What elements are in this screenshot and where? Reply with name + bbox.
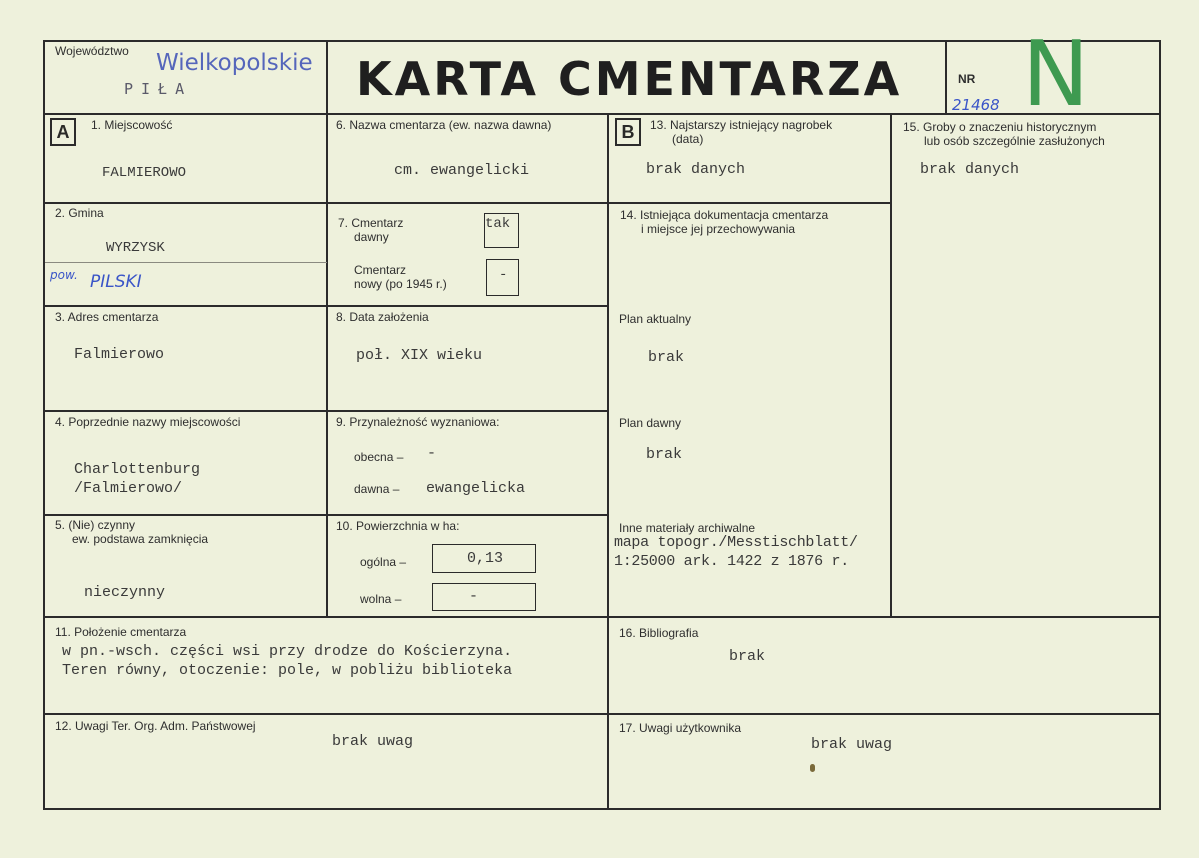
f4-value-line2: /Falmierowo/	[74, 480, 183, 497]
f14-plan-aktualny-label: Plan aktualny	[619, 312, 692, 326]
f8-value: poł. XIX wieku	[356, 347, 483, 364]
f9-obecna-label: obecna –	[354, 450, 404, 464]
f9-dawna-label: dawna –	[354, 482, 400, 496]
f15-label-line1: 15. Groby o znaczeniu historycznym	[903, 120, 1097, 134]
f7-label-nowy-1: Cmentarz	[354, 263, 407, 277]
col-line-2	[607, 113, 609, 810]
page-title: KARTA CMENTARZA	[356, 52, 903, 106]
frame-left	[43, 40, 45, 810]
f14-plan-dawny-value: brak	[646, 446, 683, 463]
header-divider-1	[326, 40, 328, 115]
f1-value: FALMIEROWO	[102, 165, 187, 181]
f10-ogolna-box	[432, 544, 536, 573]
f12-value: brak uwag	[332, 733, 414, 750]
frame-top	[43, 40, 1161, 42]
frame-right	[1159, 40, 1161, 810]
f14-label-line2: i miejsce jej przechowywania	[641, 222, 796, 236]
f14-inne-value-line2: 1:25000 ark. 1422 z 1876 r.	[614, 553, 849, 570]
f10-ogolna-value: 0,13	[467, 550, 504, 567]
section-b-letter: B	[615, 118, 641, 146]
f2-value: WYRZYSK	[106, 240, 165, 256]
f7-dawny-value: tak	[485, 216, 511, 232]
row-line-4	[43, 514, 609, 516]
f3-label: 3. Adres cmentarza	[55, 310, 159, 324]
row-line-3	[43, 410, 609, 412]
row-line-6	[43, 713, 1161, 715]
f15-value: brak danych	[920, 161, 1020, 178]
f4-value-line1: Charlottenburg	[74, 461, 201, 478]
f15-label-line2: lub osób szczególnie zasłużonych	[924, 134, 1105, 148]
gmina-divider	[45, 262, 327, 263]
f4-label: 4. Poprzednie nazwy miejscowości	[55, 415, 241, 429]
nr-handwritten: 21468	[952, 96, 1000, 114]
stamp-region: Wielkopolskie	[156, 50, 313, 76]
f2-label: 2. Gmina	[55, 206, 104, 220]
f5-label-line2: ew. podstawa zamknięcia	[72, 532, 209, 546]
f9-label: 9. Przynależność wyznaniowa:	[336, 415, 500, 429]
f11-label: 11. Położenie cmentarza	[55, 625, 187, 639]
section-a-letter: A	[50, 118, 76, 146]
f5-label-line1: 5. (Nie) czynny	[55, 518, 136, 532]
f5-value: nieczynny	[84, 584, 166, 601]
f7-nowy-box	[486, 259, 519, 296]
header-divider-2	[945, 40, 947, 115]
f16-value: brak	[729, 648, 766, 665]
f7-label-nowy-2: nowy (po 1945 r.)	[354, 277, 447, 291]
row-line-b	[607, 202, 892, 204]
f14-label-line1: 14. Istniejąca dokumentacja cmentarza	[620, 208, 829, 222]
f8-label: 8. Data założenia	[336, 310, 429, 324]
f2-hand-value: PILSKI	[90, 272, 142, 292]
f10-wolna-label: wolna –	[360, 592, 402, 606]
f6-label: 6. Nazwa cmentarza (ew. nazwa dawna)	[336, 118, 552, 132]
col-line-1	[326, 113, 328, 618]
f9-dawna-value: ewangelicka	[426, 480, 526, 497]
f14-inne-label: Inne materiały archiwalne	[619, 521, 756, 535]
f13-label-line1: 13. Najstarszy istniejący nagrobek	[650, 118, 833, 132]
f10-wolna-box	[432, 583, 536, 611]
f13-value: brak danych	[646, 161, 746, 178]
f10-label: 10. Powierzchnia w ha:	[336, 519, 460, 533]
f17-label: 17. Uwagi użytkownika	[619, 721, 742, 735]
f6-value: cm. ewangelicki	[394, 162, 530, 179]
f13-label-line2: (data)	[672, 132, 704, 146]
f14-inne-value-line1: mapa topogr./Messtischblatt/	[614, 534, 858, 551]
f9-obecna-value: -	[427, 445, 437, 462]
f3-value: Falmierowo	[74, 346, 165, 363]
f7-nowy-value: -	[499, 267, 508, 283]
stamp-city: PIŁA	[124, 80, 193, 98]
nr-letter: N	[1022, 22, 1090, 127]
f11-value-line1: w pn.-wsch. części wsi przy drodze do Kościerzyna.	[62, 643, 513, 660]
f11-value-line2: Teren równy, otoczenie: pole, w pobliżu biblioteka	[62, 662, 513, 679]
nr-label: NR	[958, 72, 976, 86]
f16-label: 16. Bibliografia	[619, 626, 699, 640]
row-line-5	[43, 616, 1161, 618]
f14-plan-aktualny-value: brak	[648, 349, 685, 366]
col-line-3	[890, 113, 892, 618]
frame-bottom	[43, 808, 1161, 810]
f10-ogolna-label: ogólna –	[360, 555, 407, 569]
f17-value: brak uwag	[811, 736, 893, 753]
f7-label-dawny-2: dawny	[354, 230, 389, 244]
wojewodztwo-label: Województwo	[55, 44, 129, 58]
row-line-2	[43, 305, 609, 307]
f2-hand-prefix: pow.	[50, 268, 78, 282]
f10-wolna-value: -	[469, 588, 479, 605]
f7-dawny-box	[484, 213, 519, 248]
row-line-1	[43, 202, 609, 204]
f1-label: 1. Miejscowość	[91, 118, 173, 132]
f7-label-dawny-1: 7. Cmentarz	[338, 216, 404, 230]
ink-spot	[810, 764, 815, 772]
f14-plan-dawny-label: Plan dawny	[619, 416, 682, 430]
f12-label: 12. Uwagi Ter. Org. Adm. Państwowej	[55, 719, 256, 733]
